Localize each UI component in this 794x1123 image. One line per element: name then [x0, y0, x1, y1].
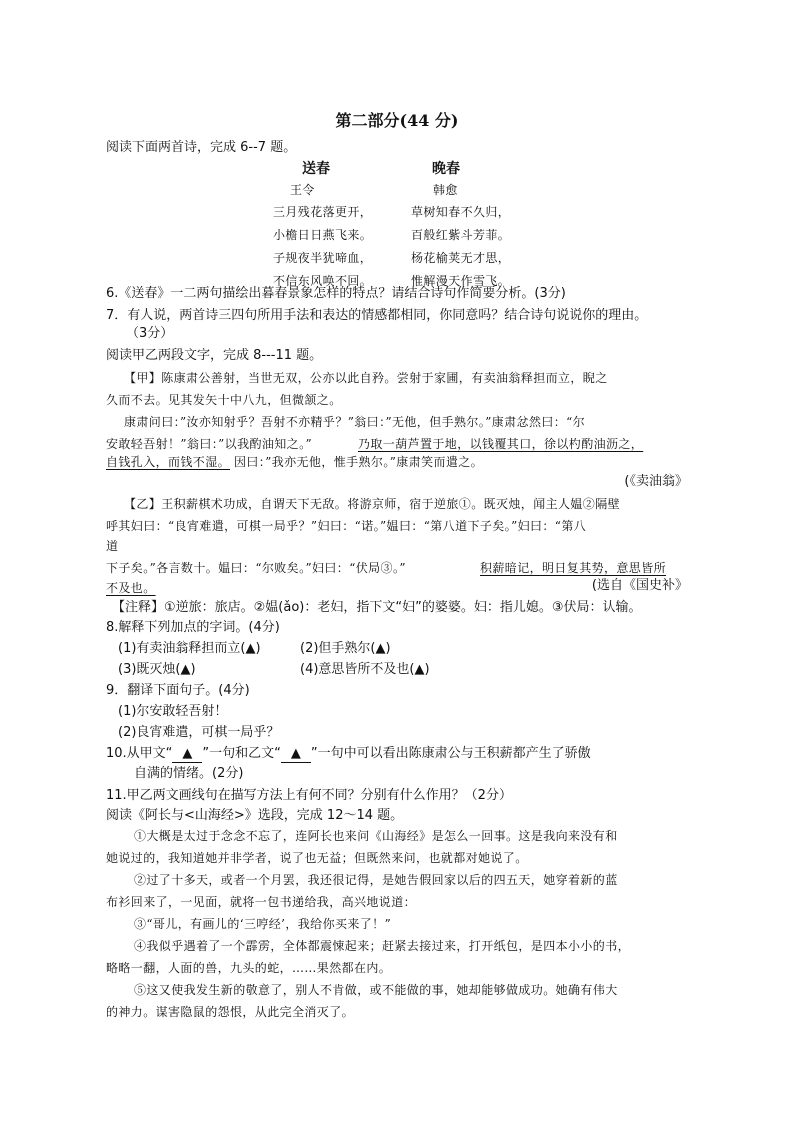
poem1-author: 王令	[290, 183, 315, 197]
jia-underlined-sentence: 乃取一葫芦置于地，以钱覆其口，徐以杓酌油沥之，	[358, 437, 644, 451]
yi-source: (选自《国史补》	[591, 578, 688, 593]
q10-text-b: ”一句和乙文“	[202, 746, 281, 761]
ah-chang-paragraph: ⑤这又使我发生新的敬意了，别人不肯做，或不能做的事，她却能够做成功。她确有伟大	[134, 983, 618, 997]
poem2-line: 惟解漫天作雪飞。	[411, 274, 511, 288]
question-11: 11.甲乙两文画线句在描写方法上有何不同？分别有什么作用？（2分）	[106, 788, 512, 803]
poem2-author: 韩愈	[433, 183, 458, 197]
poem2-title: 晚春	[432, 161, 460, 177]
jia-text-line: 安敢轻吾射！”翁曰：”以我酌油知之。”	[106, 437, 313, 451]
question-8-item: (1)有卖油翁释担而立(▲)	[118, 641, 261, 656]
ah-chang-paragraph: ②过了十多天，或者一个月罢，我还很记得，是她告假回家以后的四五天，她穿着新的蓝	[134, 873, 618, 887]
question-8-item: (2)但手熟尔(▲)	[300, 641, 391, 656]
ah-chang-paragraph: 她说过的，我知道她并非学者，说了也无益；但既然来问，也就都对她说了。	[106, 851, 528, 865]
question-7: 7．有人说，两首诗三四句所用手法和表达的情感都相同，你同意吗？结合诗句说说你的理由。	[106, 308, 648, 323]
question-10	[106, 744, 591, 764]
ah-chang-paragraph: ③“哥儿，有画儿的‘三哼经’，我给你买来了！”	[134, 917, 392, 931]
q10-text-c: ”一句中可以看出陈康肃公与王积薪都产生了骄傲	[310, 746, 591, 761]
q10-blank-2[interactable]: ▲	[281, 746, 311, 763]
poem1-line: 子规夜半犹啼血，	[273, 251, 373, 265]
yi-underlined-sentence: 积薪暗记，明日复其势，意思皆所	[480, 561, 667, 575]
poems-instruction: 阅读下面两首诗，完成 6--7 题。	[106, 140, 297, 155]
part-title: 第二部分(44 分)	[335, 111, 459, 130]
jia-source: (《卖油翁》	[624, 474, 688, 489]
jia-text-line: 久而不去。见其发矢十中八九，但微颔之。	[106, 393, 342, 407]
poem1-title: 送春	[302, 161, 330, 177]
question-10-cont: 自满的情绪。(2分)	[134, 766, 244, 781]
poem1-line: 三月残花落更开，	[273, 205, 373, 219]
jia-text-line: 【甲】陈康肃公善射，当世无双，公亦以此自矜。尝射于家圃，有卖油翁释担而立，睨之	[124, 371, 608, 385]
yi-underlined-sentence: 不及也。	[106, 581, 156, 595]
question-8-item: (4)意思皆所不及也(▲)	[300, 662, 430, 677]
poem2-line: 百般红紫斗芳菲。	[411, 228, 511, 242]
question-8: 8.解释下列加点的字词。(4分)	[106, 620, 280, 635]
ah-chang-paragraph: 略略一翻，人面的兽，九头的蛇，……果然都在内。	[106, 961, 392, 975]
jia-underlined-sentence: 自钱孔入，而钱不湿。	[106, 455, 231, 469]
question-9: 9．翻译下面句子。(4分)	[106, 683, 250, 698]
yi-text-line: 呼其妇曰：“良宵难遣，可棋一局乎？”妇曰：“诺。”媪曰：“第八道下子矣。”妇曰：“第八	[106, 519, 587, 533]
question-9-item: (1)尔安敢轻吾射！	[118, 704, 228, 719]
ah-chang-paragraph: ④我似乎遇着了一个霹雳，全体都震悚起来；赶紧去接过来，打开纸包，是四本小小的书，	[134, 939, 631, 953]
yi-text-line: 道	[106, 539, 119, 553]
ah-chang-paragraph: 的神力。谋害隐鼠的怨恨，从此完全消灭了。	[106, 1005, 355, 1019]
jia-yi-instruction: 阅读甲乙两段文字，完成 8---11 题。	[106, 348, 323, 363]
ah-chang-instruction: 阅读《阿长与<山海经>》选段，完成 12～14 题。	[106, 808, 404, 823]
question-9-item: (2)良宵难遣，可棋一局乎？	[118, 725, 280, 740]
yi-text-line: 下子矣。”各言数十。媪曰：“尔败矣。”妇曰：“伏局③。”	[106, 561, 406, 575]
ah-chang-paragraph: 布衫回来了，一见面，就将一包书递给我，高兴地说道：	[106, 895, 417, 909]
jia-text-line: 康肃问曰：”汝亦知射乎？吾射不亦精乎？”翁曰：”无他，但手熟尔。”康肃忿然曰：“尔	[124, 415, 586, 429]
poem2-line: 杨花榆荚无才思，	[411, 251, 511, 265]
poem1-line: 不信东风唤不回。	[273, 274, 373, 288]
jia-text-line: 因曰：”我亦无他，惟手熟尔。”康肃笑而遣之。	[234, 455, 484, 469]
poem1-line: 小檐日日燕飞来。	[273, 228, 373, 242]
question-6: 6.《送春》一二两句描绘出暮春景象怎样的特点？请结合诗句作简要分析。(3分)	[106, 286, 566, 301]
poem2-line: 草树知春不久归，	[411, 205, 511, 219]
question-8-item: (3)既灭烛(▲)	[118, 662, 196, 677]
annotation-notes: 【注释】①逆旅：旅店。②媪(ǎo)：老妇，指下文“妇”的婆婆。妇：指儿媳。③伏局：认输。	[112, 600, 642, 615]
q10-text-a: 10.从甲文“	[106, 746, 173, 761]
question-7-score: （3分）	[126, 326, 174, 341]
ah-chang-paragraph: ①大概是太过于念念不忘了，连阿长也来问《山海经》是怎么一回事。这是我向来没有和	[134, 829, 618, 843]
yi-text-line: 【乙】王积薪棋术功成，自谓天下无敌。将游京师，宿于逆旅①。既灭烛，闻主人媪②隔壁	[124, 497, 621, 511]
q10-blank-1[interactable]: ▲	[172, 746, 202, 763]
